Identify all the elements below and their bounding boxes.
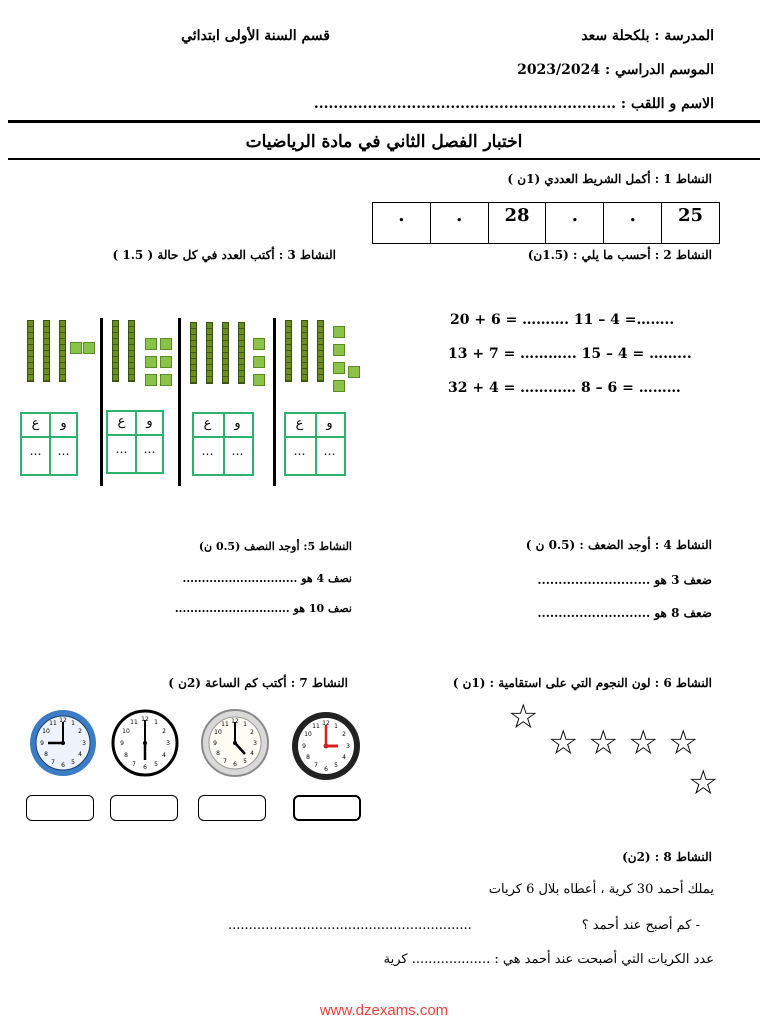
- svg-text:10: 10: [214, 729, 222, 736]
- units-answer[interactable]: …: [143, 442, 156, 456]
- page-title: اختبار الفصل الثاني في مادة الرياضيات: [245, 132, 523, 152]
- svg-text:9: 9: [302, 743, 306, 750]
- unit-cube: [333, 380, 345, 392]
- number-line-cell[interactable]: .: [373, 203, 431, 243]
- ten-rod: [59, 320, 66, 382]
- activity4-label: النشاط 4 : أوجد الضعف : (0.5 ن ): [525, 538, 712, 552]
- svg-text:12: 12: [59, 717, 67, 724]
- svg-text:1: 1: [71, 720, 75, 727]
- svg-text:5: 5: [71, 759, 75, 766]
- unit-cube: [145, 374, 157, 386]
- svg-text:11: 11: [312, 723, 320, 730]
- svg-text:11: 11: [221, 721, 229, 728]
- ten-rod: [222, 322, 229, 384]
- place-value-table: [284, 412, 346, 476]
- svg-text:4: 4: [78, 751, 82, 758]
- star-icon[interactable]: ☆: [628, 723, 659, 763]
- department: قسم السنة الأولى ابتدائي: [181, 28, 330, 44]
- svg-text:3: 3: [166, 740, 170, 747]
- svg-text:12: 12: [322, 720, 330, 727]
- svg-text:3: 3: [346, 743, 350, 750]
- time-answer-box[interactable]: [293, 795, 361, 821]
- place-value-table: [20, 412, 78, 476]
- units-answer[interactable]: …: [57, 444, 70, 458]
- clock-icon: [290, 710, 362, 782]
- svg-text:2: 2: [342, 731, 346, 738]
- svg-text:7: 7: [51, 759, 55, 766]
- svg-text:7: 7: [314, 762, 318, 769]
- question-text: - كم أصبح عند أحمد ؟: [581, 918, 700, 933]
- svg-text:5: 5: [154, 761, 158, 768]
- time-answer-box[interactable]: [26, 795, 94, 821]
- svg-text:5: 5: [243, 758, 247, 765]
- units-label: و: [326, 416, 333, 431]
- star-icon[interactable]: ☆: [548, 723, 579, 763]
- units-label: و: [234, 416, 241, 431]
- unit-cube: [333, 326, 345, 338]
- operation-line-2: 13 + 7 = ………... 15 – 4 = ……...: [448, 346, 692, 362]
- divider-title: [8, 158, 760, 160]
- svg-text:7: 7: [223, 758, 227, 765]
- unit-cube: [145, 338, 157, 350]
- school-year: الموسم الدراسي : 2023/2024: [517, 62, 714, 78]
- time-answer-box[interactable]: [198, 795, 266, 821]
- double-3-line[interactable]: ضعف 3 هو ...........................: [537, 573, 712, 587]
- ten-rod: [301, 320, 308, 382]
- svg-text:11: 11: [49, 720, 57, 727]
- time-answer-box[interactable]: [110, 795, 178, 821]
- ten-rod: [190, 322, 197, 384]
- final-answer-line[interactable]: عدد الكريات التي أصبحت عند أحمد هي : ................... كرية: [383, 952, 714, 967]
- unit-cube: [160, 338, 172, 350]
- star-icon[interactable]: ☆: [688, 763, 719, 803]
- student-name-line: الاسم و اللقب : ..............................................................: [313, 96, 714, 112]
- tens-label: ع: [31, 416, 40, 431]
- activity8-label: النشاط 8 : (2ن): [622, 850, 712, 864]
- unit-cube: [333, 344, 345, 356]
- number-line-cell[interactable]: .: [604, 203, 662, 243]
- activity3-label: النشاط 3 : أكتب العدد في كل حالة ( 1.5 ): [112, 248, 336, 262]
- unit-cube: [160, 356, 172, 368]
- unit-cube: [160, 374, 172, 386]
- ten-rod: [128, 320, 135, 382]
- svg-text:2: 2: [162, 728, 166, 735]
- ten-rod: [285, 320, 292, 382]
- svg-text:5: 5: [334, 762, 338, 769]
- ten-rod: [206, 322, 213, 384]
- svg-text:9: 9: [213, 740, 217, 747]
- table-divider: [194, 436, 252, 438]
- svg-text:8: 8: [44, 751, 48, 758]
- word-problem: يملك أحمد 30 كرية ، أعطاه بلال 6 كريات: [488, 882, 714, 897]
- group-separator: [273, 318, 276, 486]
- svg-text:6: 6: [61, 762, 65, 769]
- activity5-label: النشاط 5: أوجد النصف (0.5 ن): [198, 540, 352, 553]
- half-10-line[interactable]: نصف 10 هو ..............................: [174, 602, 352, 615]
- unit-cube: [83, 342, 95, 354]
- operation-line-1: 20 + 6 = ………. 11 – 4 =……..: [450, 312, 675, 328]
- group-separator: [178, 318, 181, 486]
- clock-icon: [110, 708, 180, 778]
- svg-text:11: 11: [130, 719, 138, 726]
- unit-cube: [253, 356, 265, 368]
- tens-answer[interactable]: …: [115, 442, 128, 456]
- units-label: و: [146, 414, 153, 429]
- table-divider: [108, 434, 162, 436]
- svg-text:1: 1: [243, 721, 247, 728]
- svg-text:2: 2: [250, 729, 254, 736]
- star-icon[interactable]: ☆: [668, 723, 699, 763]
- svg-text:4: 4: [162, 752, 166, 759]
- tens-answer[interactable]: …: [293, 444, 306, 458]
- number-line-cell[interactable]: .: [546, 203, 604, 243]
- number-line-cell[interactable]: .: [431, 203, 489, 243]
- group-separator: [100, 318, 103, 486]
- unit-cube: [145, 356, 157, 368]
- divider-top: [8, 120, 760, 123]
- svg-text:3: 3: [82, 740, 86, 747]
- clock-icon: [28, 708, 98, 778]
- svg-text:9: 9: [40, 740, 44, 747]
- ten-rod: [238, 322, 245, 384]
- place-value-table: [192, 412, 254, 476]
- table-divider: [286, 436, 344, 438]
- ten-rod: [27, 320, 34, 382]
- star-icon[interactable]: ☆: [588, 723, 619, 763]
- svg-text:6: 6: [324, 766, 328, 773]
- svg-text:12: 12: [231, 718, 239, 725]
- units-answer[interactable]: …: [323, 444, 336, 458]
- table-divider: [22, 436, 76, 438]
- svg-text:10: 10: [304, 731, 312, 738]
- tens-label: ع: [117, 414, 126, 429]
- double-8-line[interactable]: ضعف 8 هو ...........................: [537, 606, 712, 620]
- ten-rod: [43, 320, 50, 382]
- school-name: المدرسة : بلكحلة سعد: [581, 28, 714, 44]
- svg-text:10: 10: [122, 728, 130, 735]
- svg-text:9: 9: [120, 740, 124, 747]
- svg-text:10: 10: [42, 728, 50, 735]
- svg-text:12: 12: [141, 716, 149, 723]
- place-value-table: [106, 410, 164, 474]
- svg-text:1: 1: [154, 719, 158, 726]
- tens-answer[interactable]: …: [201, 444, 214, 458]
- units-label: و: [60, 416, 67, 431]
- units-answer[interactable]: …: [231, 444, 244, 458]
- activity7-label: النشاط 7 : أكتب كم الساعة (2ن ): [168, 676, 348, 690]
- svg-text:1: 1: [334, 723, 338, 730]
- svg-text:6: 6: [233, 761, 237, 768]
- unit-cube: [348, 366, 360, 378]
- svg-text:8: 8: [124, 752, 128, 759]
- unit-cube: [253, 338, 265, 350]
- activity2-label: النشاط 2 : أحسب ما يلي : (1.5ن): [527, 248, 712, 262]
- tens-answer[interactable]: …: [29, 444, 42, 458]
- footer-site[interactable]: www.dzexams.com: [319, 1002, 449, 1019]
- number-line-cell: 28: [489, 203, 547, 243]
- svg-text:3: 3: [253, 740, 257, 747]
- svg-text:2: 2: [78, 728, 82, 735]
- svg-text:4: 4: [250, 750, 254, 757]
- svg-text:6: 6: [143, 764, 147, 771]
- svg-text:7: 7: [132, 761, 136, 768]
- unit-cube: [333, 362, 345, 374]
- tens-label: ع: [295, 416, 304, 431]
- unit-cube: [70, 342, 82, 354]
- clock-icon: [200, 708, 270, 778]
- star-icon[interactable]: ☆: [508, 697, 539, 737]
- operation-line-3: 32 + 4 = ………… 8 – 6 = ………: [448, 380, 681, 396]
- activity6-label: النشاط 6 : لون النجوم التي على استقامية : (1ن ): [452, 676, 712, 690]
- number-line: [372, 202, 720, 244]
- svg-text:8: 8: [306, 754, 310, 761]
- svg-text:4: 4: [342, 754, 346, 761]
- ten-rod: [112, 320, 119, 382]
- half-4-line[interactable]: نصف 4 هو ..............................: [182, 572, 352, 585]
- number-line-cell: 25: [678, 205, 704, 226]
- question-answer-line[interactable]: ...........................................................: [228, 918, 472, 933]
- svg-text:8: 8: [216, 750, 220, 757]
- unit-cube: [253, 374, 265, 386]
- tens-label: ع: [203, 416, 212, 431]
- activity1-label: النشاط 1 : أكمل الشريط العددي (1ن ): [507, 172, 712, 186]
- ten-rod: [317, 320, 324, 382]
